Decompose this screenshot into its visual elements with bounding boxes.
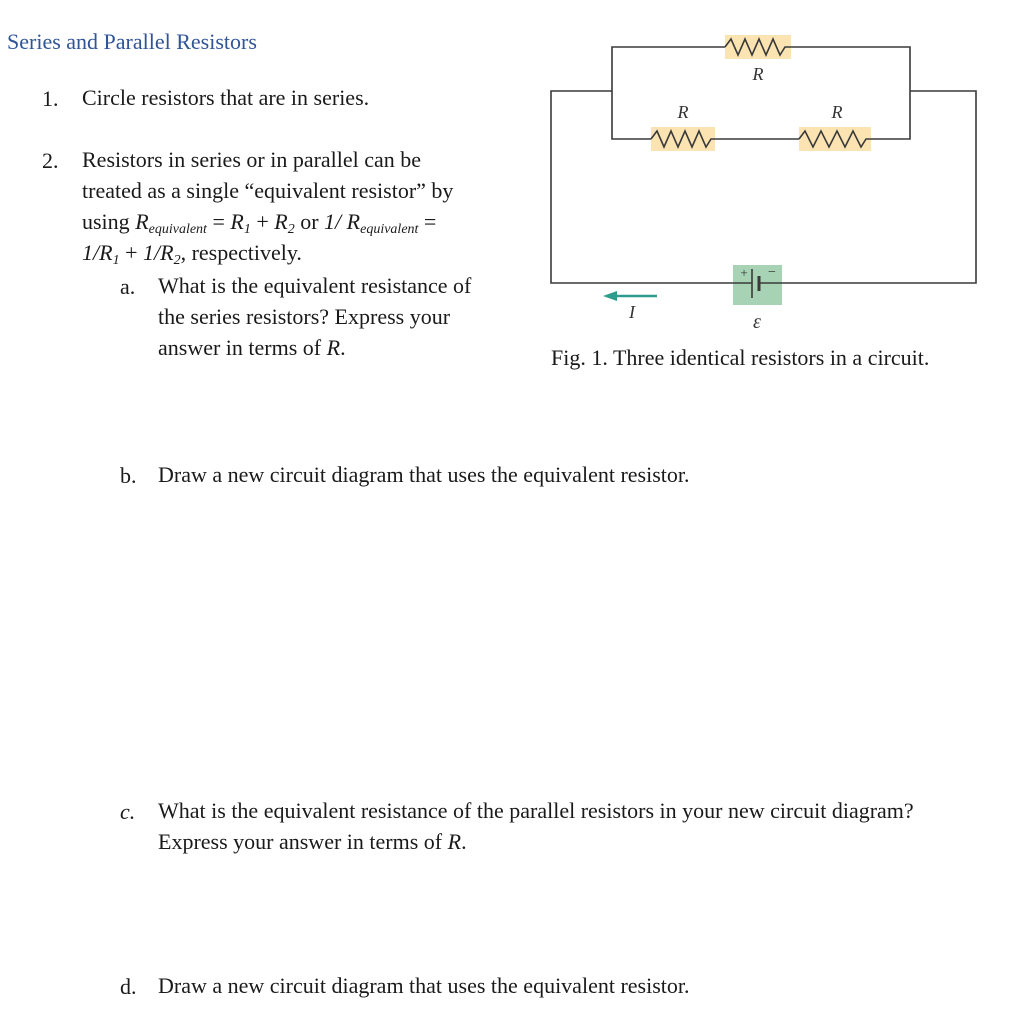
qd-letter: d. [120, 974, 137, 999]
emf-label: ε [753, 311, 761, 333]
q2-line1: Resistors in series or in parallel can be [82, 147, 422, 172]
circuit-wires [551, 47, 976, 283]
qa-line1: What is the equivalent resistance of [158, 273, 472, 298]
qd-text: Draw a new circuit diagram that uses the equivalent resistor. [158, 973, 690, 998]
qb-text: Draw a new circuit diagram that uses the equivalent resistor. [158, 462, 690, 487]
battery-plus-sign: + [740, 265, 748, 280]
current-arrow-icon [603, 291, 657, 301]
resistor-top-label: R [752, 64, 764, 84]
qc-line1: What is the equivalent resistance of the parallel resistors in your new circuit diagram? [158, 798, 914, 823]
qc-line2: Express your answer in terms of R. [158, 829, 467, 854]
resistor-left [651, 127, 715, 151]
resistor-right-label: R [831, 102, 843, 122]
resistor-left-label: R [677, 102, 689, 122]
current-label: I [629, 302, 635, 322]
circuit-diagram [545, 25, 985, 335]
resistor-top [725, 35, 791, 59]
qa-line2: the series resistors? Express your [158, 304, 451, 329]
figure-caption: Fig. 1. Three identical resistors in a circuit. [551, 345, 930, 370]
qa-line3: answer in terms of R. [158, 335, 346, 360]
q2-line2: treated as a single “equivalent resistor” by [82, 178, 454, 203]
q1-text: Circle resistors that are in series. [82, 85, 370, 110]
q2-line3: using Requivalent = R1 + R2 or 1/ Requivalent = [82, 209, 437, 237]
battery-minus-sign: − [768, 265, 776, 280]
qc-letter: c. [120, 799, 136, 824]
resistor-right [799, 127, 871, 151]
qb-letter: b. [120, 463, 137, 488]
q2-line4: 1/R1 + 1/R2, respectively. [82, 240, 302, 268]
q1-number: 1. [42, 86, 59, 111]
qa-letter: a. [120, 274, 136, 299]
page-title: Series and Parallel Resistors [7, 29, 257, 54]
q2-number: 2. [42, 148, 59, 173]
